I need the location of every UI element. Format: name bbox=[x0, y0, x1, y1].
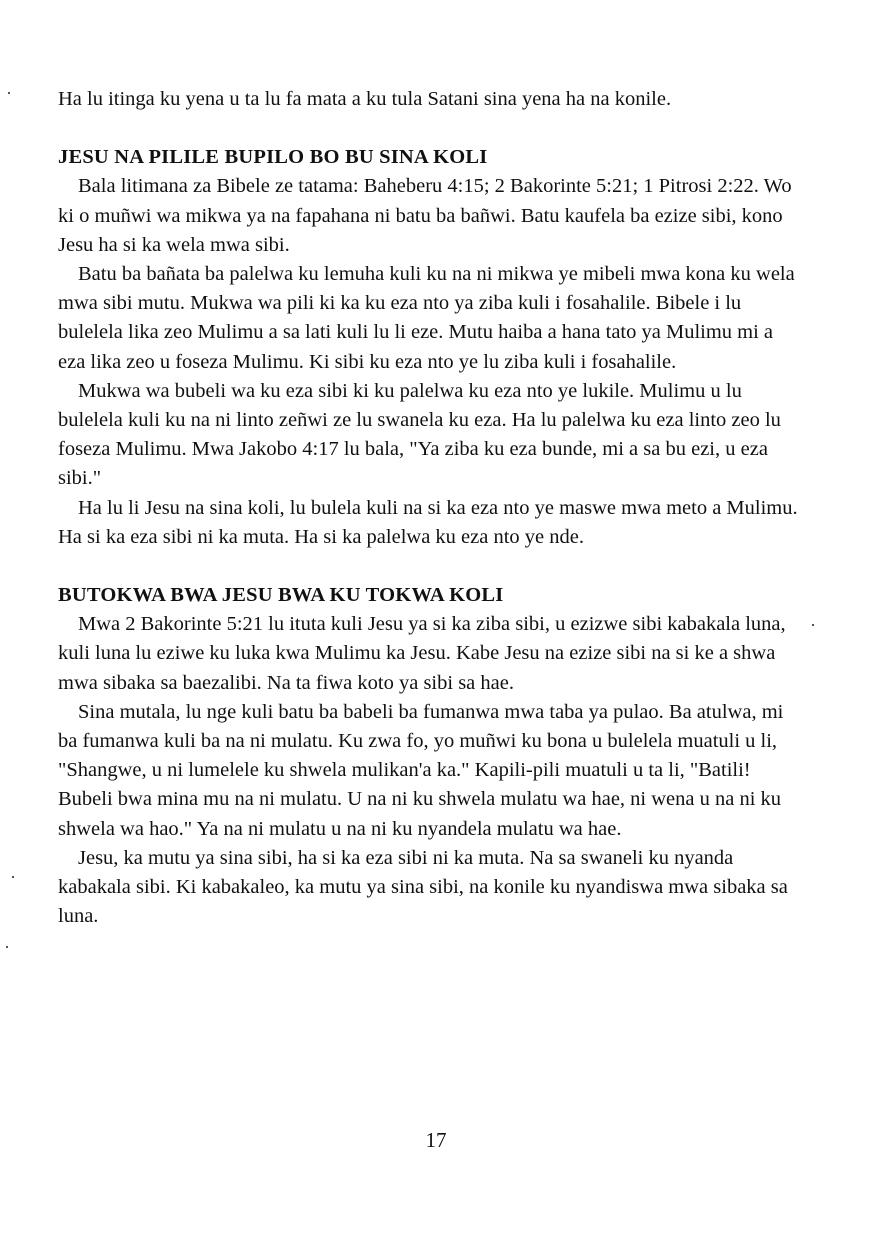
scan-speck bbox=[8, 92, 10, 94]
section-importance-sinless bbox=[58, 581, 798, 931]
body-paragraph: Bala litimana za Bibele ze tatama: Baheberu 4:15; 2 Bakorinte 5:21; 1 Pitrosi 2:22. Wo ki o muñwi wa mikwa ya na fapahana ni batu ba bañwi. Batu kaufela ba ezize sibi, kono Jesu ha si ka wela mwa sibi. bbox=[58, 175, 792, 256]
body-paragraph: Batu ba bañata ba palelwa ku lemuha kuli ku na ni mikwa ye mibeli mwa kona ku wela mwa sibi mutu. Mukwa wa pili ki ka ku eza nto ya ziba kuli i fosahalile. Bibele i lu bulelela lika zeo Mulimu a sa lati kuli lu li eze. Mutu haiba a hana tato ya Mulimu mi a eza lika zeo u foseza Mulimu. Ki sibi ku eza nto ye lu ziba kuli i fosahalile. bbox=[58, 263, 795, 373]
section-sinless-life bbox=[58, 143, 798, 552]
page-body bbox=[58, 85, 798, 931]
section-spacer bbox=[58, 552, 798, 581]
scan-speck bbox=[812, 624, 814, 626]
body-paragraph: Jesu, ka mutu ya sina sibi, ha si ka eza sibi ni ka muta. Na sa swaneli ku nyanda kabakala sibi. Ki kabakaleo, ka mutu ya sina sibi, na konile ku nyandiswa mwa sibaka sa luna. bbox=[58, 846, 788, 928]
scan-speck bbox=[12, 876, 14, 878]
body-paragraph: Ha lu li Jesu na sina koli, lu bulela kuli na si ka eza nto ye maswe mwa meto a Mulimu. Ha si ka eza sibi ni ka muta. Ha si ka palelwa ku eza nto ye nde. bbox=[58, 496, 798, 548]
body-paragraph: Mukwa wa bubeli wa ku eza sibi ki ku palelwa ku eza nto ye lukile. Mulimu u lu bulelela kuli ku na ni linto zeñwi ze lu swanela ku eza. Ha lu palelwa ku eza linto zeo lu foseza Mulimu. Mwa Jakobo 4:17 lu bala, "Ya ziba ku eza bunde, mi a sa bu ezi, u eza sibi." bbox=[58, 379, 781, 490]
section-heading: BUTOKWA BWA JESU BWA KU TOKWA KOLI bbox=[58, 584, 504, 607]
page-number: 17 bbox=[425, 1128, 447, 1152]
intro-paragraph: Ha lu itinga ku yena u ta lu fa mata a ku tula Satani sina yena ha na konile. bbox=[58, 88, 672, 110]
body-paragraph: Mwa 2 Bakorinte 5:21 lu ituta kuli Jesu ya si ka ziba sibi, u ezizwe sibi kabakala luna, kuli luna lu eziwe ku luka kwa Mulimu ka Jesu. Kabe Jesu na ezize sibi na si ke a shwa mwa sibaka sa baezalibi. Na ta fiwa koto ya sibi sa hae. bbox=[58, 613, 786, 694]
section-heading: JESU NA PILILE BUPILO BO BU SINA KOLI bbox=[58, 146, 488, 169]
section-spacer bbox=[58, 114, 798, 143]
scan-speck bbox=[6, 946, 8, 948]
body-paragraph: Sina mutala, lu nge kuli batu ba babeli ba fumanwa mwa taba ya pulao. Ba atulwa, mi ba fumanwa kuli ba na ni mulatu. Ku zwa fo, yo muñwi ku bona u bulelela muatuli u li, "Shangwe, u ni lumelele ku shwela mulikan'a ka." Kapili-pili muatuli u ta li, "Batili! Bubeli bwa mina mu na ni mulatu. U na ni ku shwela mulatu wa hae, ni wena u na ni ku shwela wa hao." Ya na ni mulatu u na ni ku nyandela mulatu wa hae. bbox=[58, 700, 784, 840]
